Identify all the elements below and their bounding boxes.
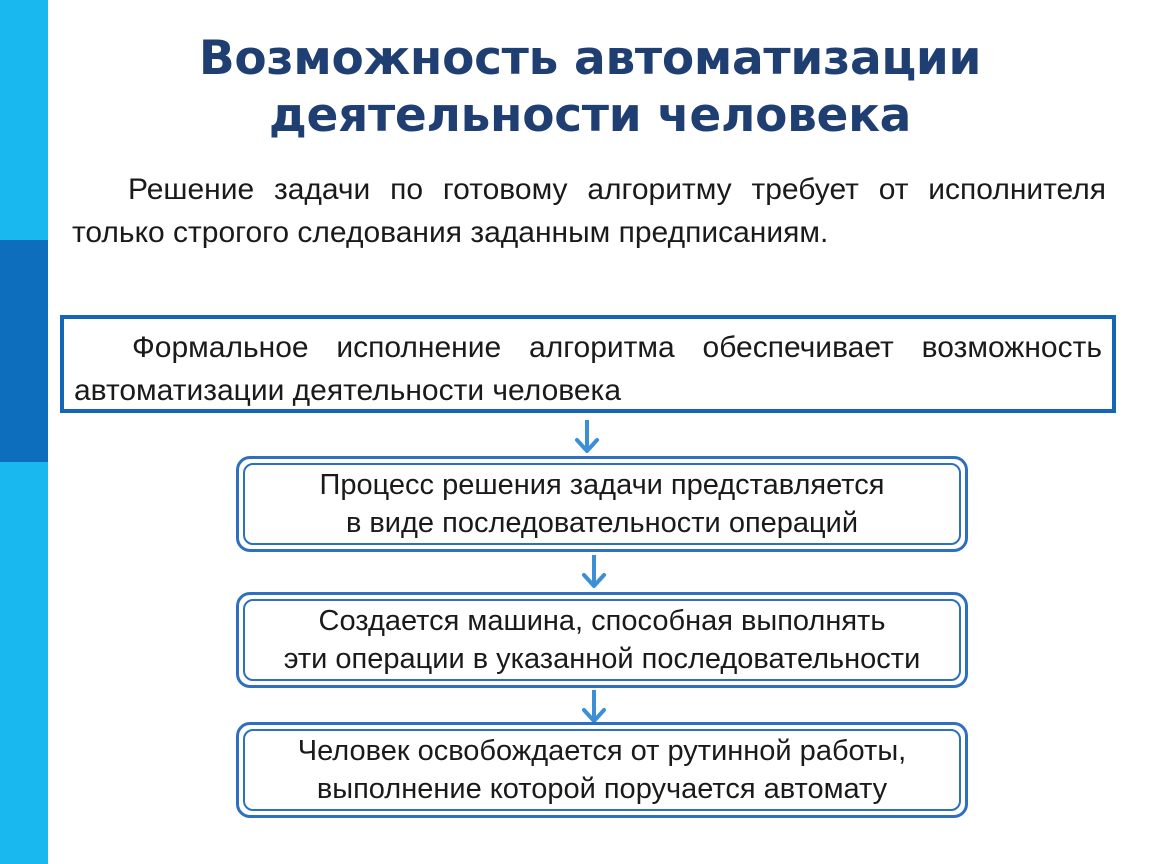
step-box-2 (236, 592, 968, 688)
step-3-line-2: выполнение которой поручается автомату (316, 773, 888, 805)
arrow-down-icon (569, 418, 605, 458)
arrow-down-icon (576, 553, 612, 593)
step-3-line-1: Человек освобождается от рутинной работы, (297, 735, 907, 767)
step-1-line-1: Процесс решения задачи представляется (319, 469, 885, 501)
step-text-3 (290, 732, 914, 808)
slide-title (70, 30, 1110, 144)
key-statement-box (60, 315, 1116, 413)
step-box-1 (236, 456, 968, 552)
step-box-3 (236, 722, 968, 818)
step-text-1 (312, 466, 893, 542)
step-2-line-1: Создается машина, способная выполнять (318, 605, 886, 637)
step-2-line-2: эти операции в указанной последовательности (283, 643, 921, 675)
intro-paragraph: Решение задачи по готовому алгоритму требует от исполнителя только строгого следования заданным предписаниям. (72, 173, 1106, 249)
key-statement-text: Формальное исполнение алгоритма обеспечивает возможность автоматизации деятельности человека (74, 331, 1102, 407)
step-text-2 (276, 602, 929, 678)
side-accent-bar-highlight (0, 240, 48, 462)
step-1-line-2: в виде последовательности операций (345, 507, 859, 539)
title-line-2: деятельности человека (268, 88, 912, 143)
title-line-1: Возможность автоматизации (198, 31, 982, 86)
